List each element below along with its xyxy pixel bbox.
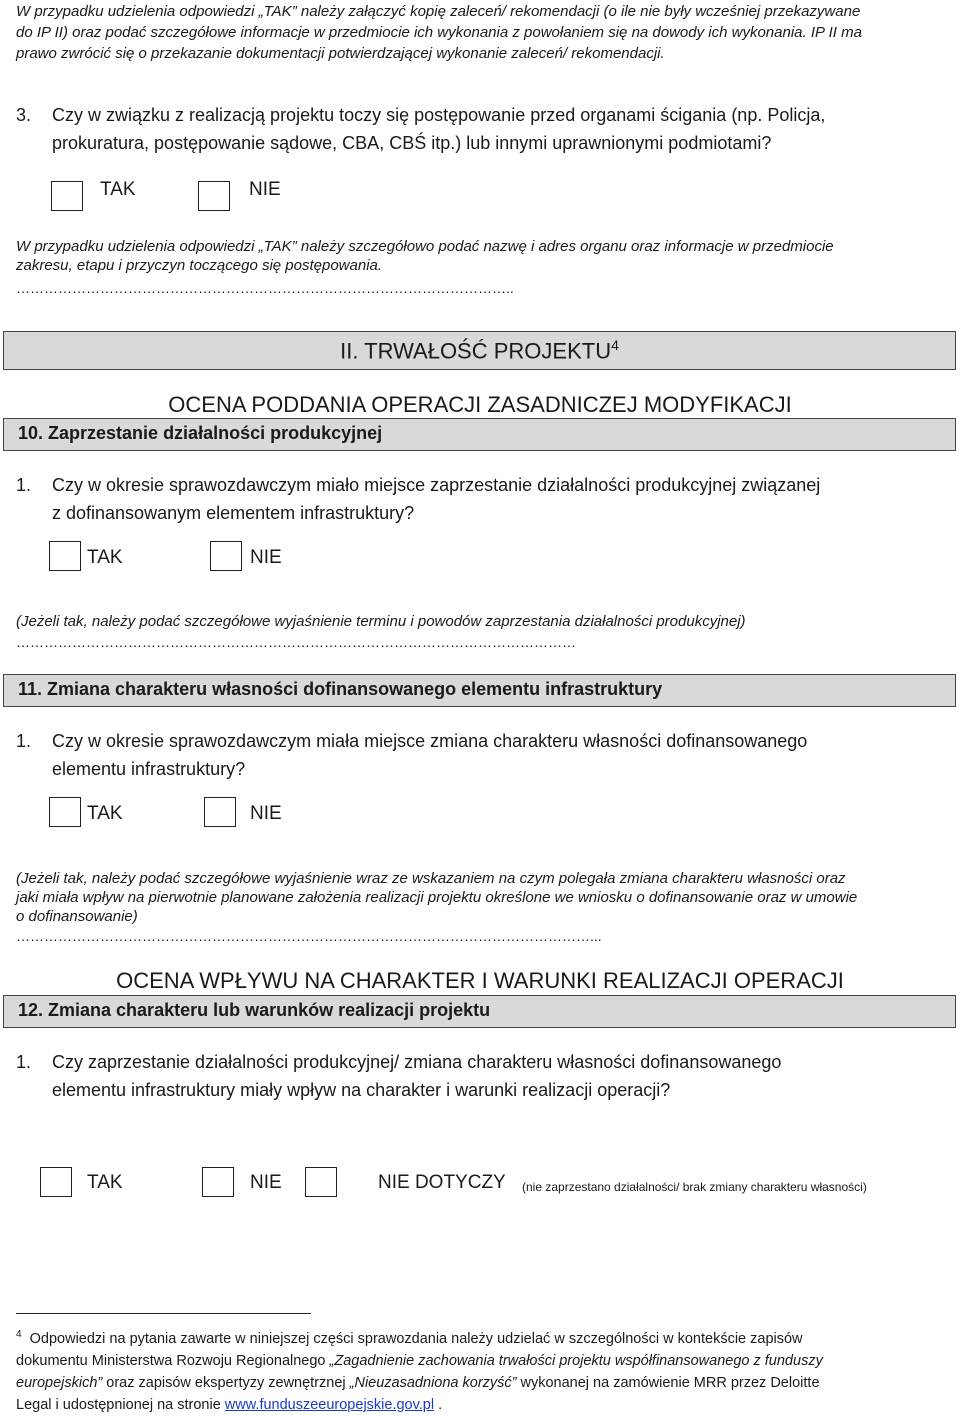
answer-dots: …………………………………………………………………………………………….. — [16, 280, 514, 296]
question-line-2: z dofinansowanym elementem infrastruktury? — [52, 503, 415, 523]
checkbox-s10-nie[interactable] — [210, 541, 242, 571]
label-nie: NIE — [250, 547, 282, 568]
question-10-1 — [0, 471, 960, 531]
fundusze-link[interactable]: www.funduszeeuropejskie.gov.pl — [224, 1396, 435, 1413]
question-number: 1. — [16, 731, 32, 751]
question-line-1: Czy w okresie sprawozdawczym miała miejsce zmiana charakteru własności dofinansowanego — [52, 731, 808, 751]
label-nie: NIE — [250, 1172, 282, 1193]
footnote-text: Legal i udostępnionej na stronie — [16, 1396, 225, 1413]
checkbox-s12-nie[interactable] — [202, 1167, 234, 1197]
footnote-number: 4 — [16, 1329, 22, 1340]
footnote-doc-title: „Zagadnienie zachowania trwałości projektu współfinansowanego z funduszy — [329, 1352, 823, 1369]
question-line-2: prokuratura, postępowanie sądowe, CBA, CBŚ itp.) lub innymi uprawnionymi podmiotami? — [52, 133, 772, 153]
footnote-ref: 4 — [611, 337, 619, 353]
checkbox-s10-tak[interactable] — [49, 541, 81, 571]
question-number: 3. — [16, 105, 32, 125]
label-nie-dotyczy: NIE DOTYCZY — [378, 1172, 506, 1193]
footnote-text: wykonanej na zamówienie MRR przez Deloitte — [516, 1374, 820, 1391]
footnote-expertise-title: „Nieuzasadniona korzyść” — [349, 1374, 517, 1391]
question-line-1: Czy w okresie sprawozdawczym miało miejsce zaprzestanie działalności produkcyjnej związanej — [52, 475, 821, 495]
footnote-doc-title-end: europejskich” — [16, 1374, 103, 1391]
s11-instruction — [16, 869, 946, 926]
q3-instruction — [16, 237, 946, 275]
question-line-2: elementu infrastruktury? — [52, 759, 246, 779]
intro-line-1: W przypadku udzielenia odpowiedzi „TAK” należy załączyć kopię zaleceń/ rekomendacji (o ile nie były wcześniej przekazywane — [16, 3, 861, 20]
question-text — [52, 101, 942, 157]
label-nie: NIE — [249, 179, 281, 200]
checkbox-s12-tak[interactable] — [40, 1167, 72, 1197]
question-number: 1. — [16, 1052, 32, 1072]
question-line-1: Czy zaprzestanie działalności produkcyjnej/ zmiana charakteru własności dofinansowanego — [52, 1052, 782, 1072]
question-12-1 — [0, 1048, 960, 1108]
question-text — [52, 1048, 942, 1104]
answer-dots: ……………………………………………………………………………………………………………... — [16, 928, 602, 944]
question-text — [52, 727, 942, 783]
checkbox-s12-nie-dotyczy[interactable] — [305, 1167, 337, 1197]
question-line-2: elementu infrastruktury miały wpływ na charakter i warunki realizacji operacji? — [52, 1080, 671, 1100]
footnote-text: oraz zapisów ekspertyzy zewnętrznej — [102, 1374, 350, 1391]
ocena-wplywu-title: OCENA WPŁYWU NA CHARAKTER I WARUNKI REALIZACJI OPERACJI — [116, 968, 844, 993]
intro-paragraph — [16, 1, 946, 64]
s10-instruction: (Jeżeli tak, należy podać szczegółowe wyjaśnienie terminu i powodów zaprzestania działalności produkcyjnej) — [16, 613, 746, 630]
question-number: 1. — [16, 475, 32, 495]
footnote-separator — [16, 1313, 311, 1314]
checkbox-q3-nie[interactable] — [198, 181, 230, 211]
nie-dotyczy-note: (nie zaprzestano działalności/ brak zmiany charakteru własności) — [522, 1180, 867, 1194]
label-tak: TAK — [87, 1172, 123, 1193]
instruction-line-2: zakresu, etapu i przyczyn toczącego się postępowania. — [16, 257, 383, 274]
section-12-heading: 12. Zmiana charakteru lub warunków realizacji projektu — [3, 995, 956, 1028]
footnote-text: . — [434, 1396, 443, 1413]
footnote-line-3 — [16, 1372, 946, 1394]
question-11-1 — [0, 727, 960, 787]
checkbox-s11-tak[interactable] — [49, 797, 81, 827]
section-ii-title — [4, 332, 955, 364]
footnote-line-2 — [16, 1350, 946, 1372]
footnote — [16, 1324, 946, 1416]
section-ii-bar — [3, 331, 956, 370]
question-text — [52, 471, 942, 527]
footnote-text: Odpowiedzi na pytania zawarte w niniejszej części sprawozdania należy udzielać w szczególności w kontekście zapisów — [29, 1330, 803, 1347]
section-10-heading: 10. Zaprzestanie działalności produkcyjnej — [3, 418, 956, 451]
footnote-line-1 — [16, 1324, 946, 1350]
question-line-1: Czy w związku z realizacją projektu toczy się postępowanie przed organami ścigania (np. Policja, — [52, 105, 826, 125]
footnote-text: dokumentu Ministerstwa Rozwoju Regionalnego — [16, 1352, 330, 1369]
label-tak: TAK — [87, 547, 123, 568]
instruction-line-1: (Jeżeli tak, należy podać szczegółowe wyjaśnienie wraz ze wskazaniem na czym polegała zmiana charakteru własności oraz — [16, 870, 846, 887]
checkbox-q3-tak[interactable] — [51, 181, 83, 211]
intro-line-3: prawo zwrócić się o przekazanie dokumentacji potwierdzającej wykonanie zaleceń/ rekomendacji. — [16, 45, 665, 62]
label-tak: TAK — [100, 179, 136, 200]
section-11-heading: 11. Zmiana charakteru własności dofinansowanego elementu infrastruktury — [3, 674, 956, 707]
instruction-line-2: jaki miała wpływ na pierwotnie planowane założenia realizacji projektu określone we wniosku o dofinansowanie oraz w umowie — [16, 889, 858, 906]
label-nie: NIE — [250, 803, 282, 824]
checkbox-s11-nie[interactable] — [204, 797, 236, 827]
instruction-line-1: W przypadku udzielenia odpowiedzi „TAK” należy szczegółowo podać nazwę i adres organu oraz informacje w przedmiocie — [16, 238, 834, 255]
intro-line-2: do IP II) oraz podać szczegółowe informacje w przedmiocie ich wykonania z powołaniem się na dowody ich wykonania. IP II ma — [16, 24, 862, 41]
ocena-modyfikacji-title: OCENA PODDANIA OPERACJI ZASADNICZEJ MODYFIKACJI — [168, 392, 792, 417]
question-3 — [0, 101, 960, 161]
answer-dots: ………………………………………………………………………………………………………… — [16, 634, 576, 650]
label-tak: TAK — [87, 803, 123, 824]
section-title-text: II. TRWAŁOŚĆ PROJEKTU — [340, 338, 612, 364]
instruction-line-3: o dofinansowanie) — [16, 908, 138, 925]
